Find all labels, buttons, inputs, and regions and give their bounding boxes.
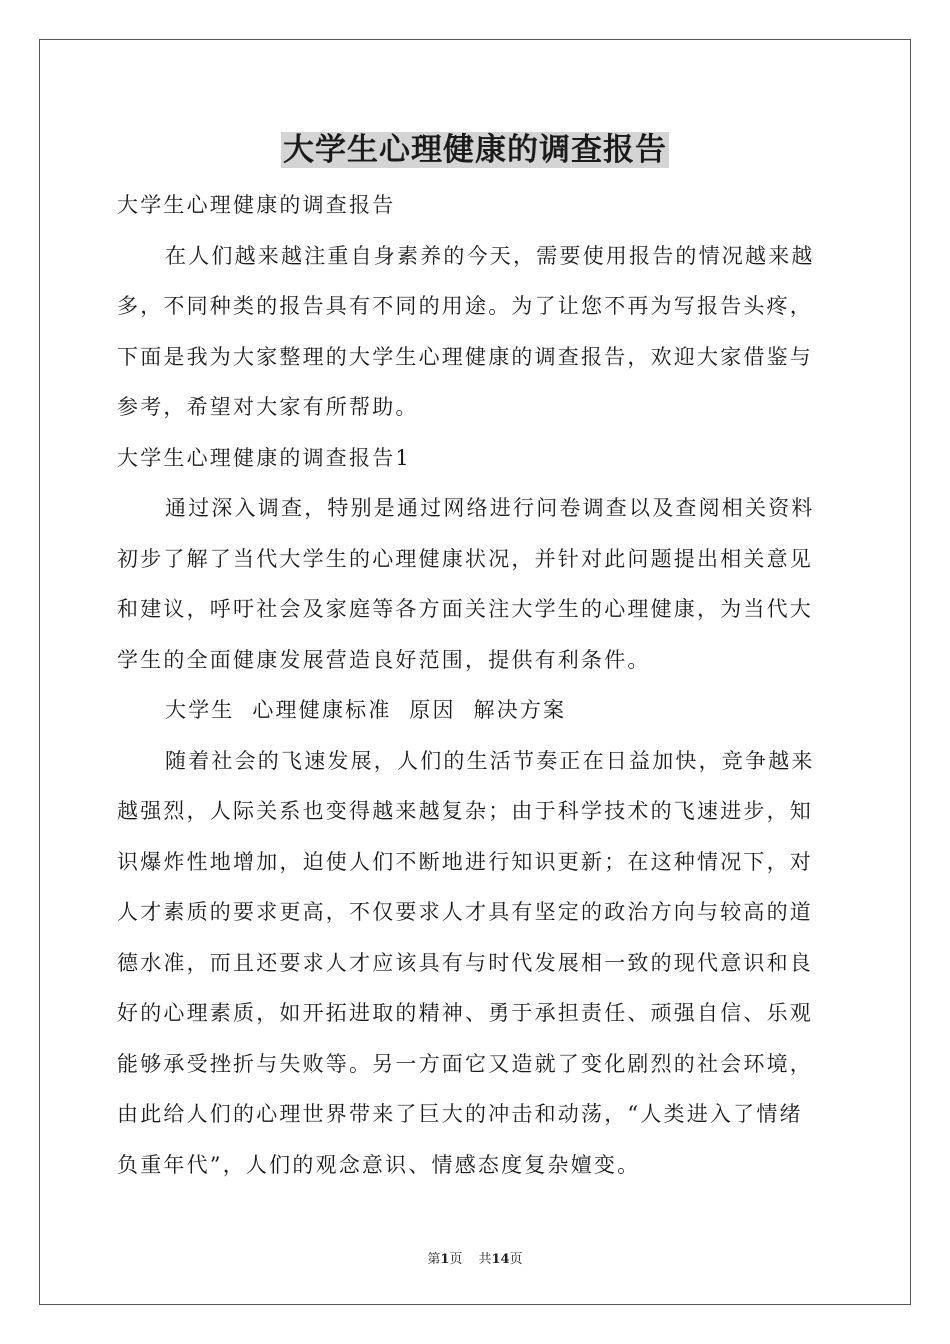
page-footer [0, 1248, 950, 1267]
body-line: 多，不同种类的报告具有不同的用途。为了让您不再为写报告头疼， [117, 294, 813, 318]
body-line: 负重年代”，人们的观念意识、情感态度复杂嬗变。 [117, 1152, 641, 1177]
total-suffix: 页 [509, 1252, 523, 1267]
body-line: 能够承受挫折与失败等。另一方面它又造就了变化剧烈的社会环境， [117, 1051, 813, 1076]
body-line: 识爆炸性地增加，迫使人们不断地进行知识更新；在这种情况下，对 [117, 849, 813, 874]
document-body [117, 180, 835, 1190]
body-line: 大学生心理健康的调查报告 [117, 193, 396, 217]
body-line: 大学生 心理健康标准 原因 解决方案 [165, 698, 567, 722]
document-title-text: 大学生心理健康的调查报告 [283, 132, 667, 168]
page-number [427, 1252, 462, 1267]
current-page: 1 [440, 1252, 450, 1267]
page-prefix: 第 [427, 1252, 441, 1267]
body-line: 德水准，而且还要求人才应该具有与时代发展相一致的现代意识和良 [117, 950, 813, 975]
total-pages [478, 1252, 522, 1267]
body-line: 下面是我为大家整理的大学生心理健康的调查报告，欢迎大家借鉴与 [117, 344, 813, 369]
body-line: 在人们越来越注重自身素养的今天，需要使用报告的情况越来越 [165, 243, 815, 268]
body-line: 通过深入调查，特别是通过网络进行问卷调查以及查阅相关资料 [165, 496, 815, 520]
total-prefix: 共 [478, 1252, 492, 1267]
document-title [0, 128, 950, 172]
body-line: 学生的全面健康发展营造良好范围，提供有利条件。 [117, 647, 651, 672]
total-count: 14 [491, 1252, 510, 1267]
body-line: 和建议，呼吁社会及家庭等各方面关注大学生的心理健康，为当代大 [117, 597, 813, 621]
page-suffix: 页 [449, 1252, 463, 1267]
body-line: 大学生心理健康的调查报告1 [117, 445, 411, 470]
body-line: 好的心理素质，如开拓进取的精神、勇于承担责任、顽强自信、乐观 [117, 1001, 813, 1025]
body-line: 越强烈，人际关系也变得越来越复杂；由于科学技术的飞速进步，知 [117, 799, 813, 823]
body-line: 初步了解了当代大学生的心理健康状况，并针对此问题提出相关意见 [117, 546, 813, 571]
body-line: 参考，希望对大家有所帮助。 [117, 395, 419, 419]
body-line: 随着社会的飞速发展，人们的生活节奏正在日益加快，竞争越来 [165, 748, 815, 773]
body-line: 人才素质的要求更高，不仅要求人才具有坚定的政治方向与较高的道 [117, 900, 813, 924]
body-line: 由此给人们的心理世界带来了巨大的冲击和动荡，“人类进入了情绪 [117, 1102, 803, 1126]
